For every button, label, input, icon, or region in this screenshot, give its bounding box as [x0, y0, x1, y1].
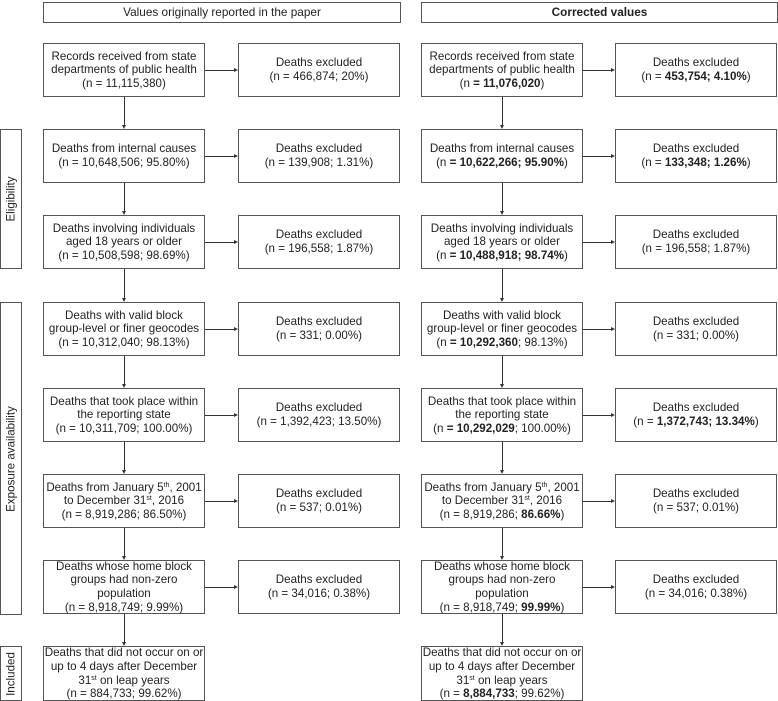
- step-line: up to 4 days after December: [50, 659, 198, 673]
- excluded-count: (n = 537; 0.01%): [652, 501, 740, 514]
- corrected-excluded-box-5: [615, 388, 777, 442]
- corrected-step-box-8: [421, 646, 583, 701]
- excluded-text: [642, 228, 751, 255]
- step-count: (n = 10,508,598; 98.69%): [58, 248, 190, 262]
- arrow-right-icon: [234, 240, 238, 244]
- excluded-text: [265, 142, 374, 169]
- excluded-text: [653, 487, 739, 514]
- connector-down: [502, 356, 503, 385]
- step-count: (n = 884,733; 99.62%): [66, 687, 182, 701]
- excluded-count: (n = 453,754; 4.10%): [641, 70, 751, 83]
- original-step-box-5: [43, 388, 205, 442]
- arrow-right-icon: [611, 154, 615, 158]
- excluded-text: [268, 573, 370, 600]
- corrected-step-box-7: [421, 560, 583, 614]
- step-count: (n = 10,292,029; 100.00%): [433, 421, 571, 435]
- ordinal-suffix: st: [146, 495, 152, 503]
- step-line: Deaths that did not occur on or: [422, 646, 582, 660]
- step-count: (n = 10,488,918; 98.74%): [436, 248, 568, 262]
- step-count: (n = 10,312,040; 98.13%): [58, 335, 190, 349]
- connector-down: [502, 442, 503, 471]
- step-line: Deaths with valid block: [65, 308, 183, 322]
- original-step-box-7: [43, 560, 205, 614]
- step-line: Deaths from January 5th, 2001: [424, 480, 580, 494]
- step-line: Deaths that took place within: [427, 394, 577, 408]
- excluded-label: Deaths excluded: [652, 315, 740, 329]
- connector-down: [502, 528, 503, 557]
- arrow-right-icon: [234, 413, 238, 417]
- side-label-eligibility-text: Eligibility: [4, 176, 18, 222]
- step-line: departments of public health: [51, 63, 197, 77]
- excluded-count: (n = 331; 0.00%): [275, 329, 363, 342]
- connector-right: [583, 587, 612, 588]
- excluded-label: Deaths excluded: [275, 573, 363, 587]
- step-line: the reporting state: [77, 408, 171, 422]
- corrected-value: = 11,076,020: [469, 76, 541, 90]
- step-line: Deaths whose home block: [434, 559, 570, 573]
- corrected-excluded-box-6: [615, 474, 777, 528]
- header-corrected: [421, 2, 778, 23]
- original-excluded-box-6: [238, 474, 400, 528]
- excluded-text: [276, 315, 362, 342]
- excluded-label: Deaths excluded: [275, 228, 363, 242]
- ordinal-suffix: st: [91, 674, 97, 682]
- step-line: groups had non-zero population: [448, 573, 556, 600]
- excluded-label: Deaths excluded: [275, 315, 363, 329]
- step-line: Records received from state: [51, 49, 197, 63]
- arrow-right-icon: [234, 499, 238, 503]
- step-line: aged 18 years or older: [65, 235, 182, 249]
- connector-right: [583, 501, 612, 502]
- excluded-count: (n = 1,372,743; 13.34%): [633, 415, 759, 428]
- step-count: (n = 8,919,286; 86.66%): [439, 507, 565, 521]
- step-line: groups had non-zero population: [70, 573, 178, 600]
- corrected-step-text-3: [431, 222, 573, 263]
- excluded-label: Deaths excluded: [652, 573, 740, 587]
- original-step-text-5: [50, 395, 198, 436]
- step-line: Deaths with valid block: [443, 308, 561, 322]
- corrected-value: 1,372,743; 13.34%: [656, 415, 755, 428]
- arrow-right-icon: [234, 585, 238, 589]
- original-step-text-4: [49, 309, 199, 350]
- original-step-box-1: [43, 43, 205, 97]
- connector-down: [124, 442, 125, 471]
- corrected-excluded-box-4: [615, 302, 777, 356]
- connector-down: [124, 269, 125, 299]
- corrected-value: 453,754; 4.10%: [664, 70, 747, 83]
- corrected-value: = 10,292,360: [446, 335, 518, 349]
- step-line: Records received from state: [429, 49, 575, 63]
- original-step-box-6: [43, 474, 205, 528]
- excluded-count: (n = 537; 0.01%): [275, 501, 363, 514]
- corrected-excluded-box-2: [615, 129, 777, 183]
- original-step-text-3: [53, 222, 195, 263]
- ordinal-suffix: st: [469, 674, 475, 682]
- connector-down: [502, 614, 503, 643]
- corrected-excluded-box-7: [615, 560, 777, 614]
- corrected-value: 86.66%: [521, 507, 561, 521]
- step-count: (n = 10,648,506; 95.80%): [58, 156, 190, 169]
- step-line: to December 31st, 2016: [63, 494, 185, 508]
- excluded-label: Deaths excluded: [652, 487, 740, 501]
- corrected-excluded-box-1: [615, 43, 777, 97]
- corrected-value: = 10,292,029: [443, 421, 515, 435]
- step-line: 31st on leap years: [456, 673, 548, 687]
- connector-down: [502, 183, 503, 212]
- excluded-text: [653, 315, 739, 342]
- corrected-step-box-1: [421, 43, 583, 97]
- side-label-eligibility: [0, 129, 22, 269]
- corrected-value: 99.99%: [521, 600, 561, 614]
- excluded-text: [270, 56, 369, 83]
- arrow-right-icon: [234, 154, 238, 158]
- excluded-count: (n = 196,558; 1.87%): [264, 242, 374, 255]
- corrected-value: = 10,622,266; 95.90%: [446, 156, 565, 169]
- step-line: Deaths involving individuals: [430, 221, 574, 235]
- arrow-right-icon: [611, 240, 615, 244]
- corrected-step-box-3: [421, 215, 583, 269]
- excluded-count: (n = 331; 0.00%): [652, 329, 740, 342]
- corrected-step-text-1: [429, 50, 575, 91]
- original-step-text-6: [46, 481, 201, 522]
- connector-down: [124, 614, 125, 643]
- connector-down: [124, 97, 125, 126]
- step-count: (n = 8,919,286; 86.50%): [61, 507, 187, 521]
- side-label-exposure: [0, 302, 22, 615]
- original-step-text-1: [51, 50, 197, 91]
- step-count: (n = 10,292,360; 98.13%): [436, 335, 568, 349]
- step-line: group-level or finer geocodes: [48, 322, 200, 336]
- excluded-label: Deaths excluded: [275, 401, 363, 415]
- step-count: (n = 8,884,733; 99.62%): [439, 687, 565, 701]
- step-line: departments of public health: [429, 63, 575, 77]
- step-count: (n = 11,076,020): [459, 76, 545, 90]
- connector-down: [124, 356, 125, 385]
- ordinal-suffix: th: [163, 481, 170, 489]
- original-step-text-8: [45, 646, 204, 700]
- original-step-text-2: [52, 142, 196, 169]
- connector-right: [205, 415, 235, 416]
- step-line: aged 18 years or older: [443, 235, 560, 249]
- corrected-step-text-4: [427, 309, 577, 350]
- excluded-count: (n = 139,908; 1.31%): [264, 156, 374, 169]
- excluded-text: [633, 401, 758, 428]
- step-line: group-level or finer geocodes: [426, 322, 578, 336]
- original-excluded-box-5: [238, 388, 400, 442]
- original-excluded-box-2: [238, 129, 400, 183]
- arrow-right-icon: [611, 585, 615, 589]
- step-count: (n = 8,918,749; 9.99%): [64, 600, 184, 614]
- arrow-right-icon: [611, 413, 615, 417]
- step-count: (n = 8,918,749; 99.99%): [439, 600, 565, 614]
- excluded-count: (n = 133,348; 1.26%): [641, 156, 751, 169]
- connector-right: [583, 242, 612, 243]
- corrected-step-box-4: [421, 302, 583, 356]
- step-line: Deaths that did not occur on or: [44, 646, 204, 660]
- connector-right: [205, 70, 235, 71]
- excluded-count: (n = 34,016; 0.38%): [267, 587, 371, 600]
- corrected-step-text-8: [423, 646, 582, 700]
- excluded-label: Deaths excluded: [275, 56, 363, 70]
- corrected-step-text-7: [422, 560, 582, 614]
- original-step-box-4: [43, 302, 205, 356]
- corrected-value: 8,884,733: [463, 687, 515, 701]
- connector-right: [583, 329, 612, 330]
- step-line: Deaths involving individuals: [52, 221, 196, 235]
- ordinal-suffix: th: [541, 481, 548, 489]
- excluded-label: Deaths excluded: [652, 56, 740, 70]
- excluded-count: (n = 466,874; 20%): [269, 70, 369, 83]
- step-line: Deaths whose home block: [56, 559, 192, 573]
- step-count: (n = 10,311,709; 100.00%): [55, 421, 193, 435]
- original-step-text-7: [44, 560, 204, 614]
- header-corrected-label: Corrected values: [551, 4, 648, 19]
- step-line: Deaths from internal causes: [51, 142, 197, 156]
- connector-right: [583, 156, 612, 157]
- original-excluded-box-4: [238, 302, 400, 356]
- arrow-right-icon: [611, 68, 615, 72]
- connector-right: [205, 242, 235, 243]
- excluded-label: Deaths excluded: [275, 142, 363, 156]
- step-line: the reporting state: [455, 408, 549, 422]
- step-count: (n = 11,115,380): [82, 76, 166, 90]
- original-excluded-box-3: [238, 215, 400, 269]
- corrected-value: 133,348; 1.26%: [664, 156, 747, 169]
- excluded-text: [641, 56, 750, 83]
- connector-right: [205, 156, 235, 157]
- corrected-step-box-6: [421, 474, 583, 528]
- side-label-exposure-text: Exposure availability: [4, 405, 18, 512]
- arrow-right-icon: [611, 499, 615, 503]
- corrected-step-box-2: [421, 129, 583, 183]
- excluded-label: Deaths excluded: [652, 142, 740, 156]
- corrected-excluded-box-3: [615, 215, 777, 269]
- step-line: to December 31st, 2016: [441, 494, 563, 508]
- corrected-step-text-5: [428, 395, 576, 436]
- header-original-label: Values originally reported in the paper: [123, 4, 321, 19]
- original-excluded-box-7: [238, 560, 400, 614]
- excluded-text: [276, 487, 362, 514]
- excluded-label: Deaths excluded: [652, 401, 740, 415]
- original-step-box-8: [43, 646, 205, 701]
- excluded-count: (n = 1,392,423; 13.50%): [256, 415, 382, 428]
- step-count: (n = 10,622,266; 95.90%): [436, 156, 568, 169]
- original-step-box-2: [43, 129, 205, 183]
- connector-right: [583, 70, 612, 71]
- excluded-count: (n = 34,016; 0.38%): [644, 587, 748, 600]
- side-label-included: [0, 646, 22, 701]
- corrected-value: = 10,488,918; 98.74%: [446, 248, 565, 262]
- step-line: Deaths that took place within: [49, 394, 199, 408]
- connector-down: [124, 183, 125, 212]
- step-line: Deaths from internal causes: [429, 142, 575, 156]
- connector-down: [124, 528, 125, 557]
- step-line: up to 4 days after December: [428, 659, 576, 673]
- corrected-step-text-6: [424, 481, 579, 522]
- original-step-box-3: [43, 215, 205, 269]
- connector-down: [502, 97, 503, 126]
- arrow-right-icon: [234, 68, 238, 72]
- original-excluded-box-1: [238, 43, 400, 97]
- connector-right: [583, 415, 612, 416]
- step-line: Deaths from January 5th, 2001: [46, 480, 202, 494]
- corrected-step-box-5: [421, 388, 583, 442]
- arrow-right-icon: [611, 327, 615, 331]
- excluded-count: (n = 196,558; 1.87%): [641, 242, 751, 255]
- connector-down: [502, 269, 503, 299]
- arrow-right-icon: [234, 327, 238, 331]
- excluded-text: [645, 573, 747, 600]
- excluded-text: [257, 401, 382, 428]
- excluded-label: Deaths excluded: [275, 487, 363, 501]
- excluded-label: Deaths excluded: [652, 228, 740, 242]
- ordinal-suffix: st: [524, 495, 530, 503]
- connector-right: [205, 329, 235, 330]
- corrected-step-text-2: [430, 142, 574, 169]
- excluded-text: [265, 228, 374, 255]
- side-label-included-text: Included: [4, 651, 18, 696]
- excluded-text: [641, 142, 750, 169]
- connector-right: [205, 501, 235, 502]
- step-line: 31st on leap years: [78, 673, 170, 687]
- header-original: [43, 2, 401, 23]
- connector-right: [205, 587, 235, 588]
